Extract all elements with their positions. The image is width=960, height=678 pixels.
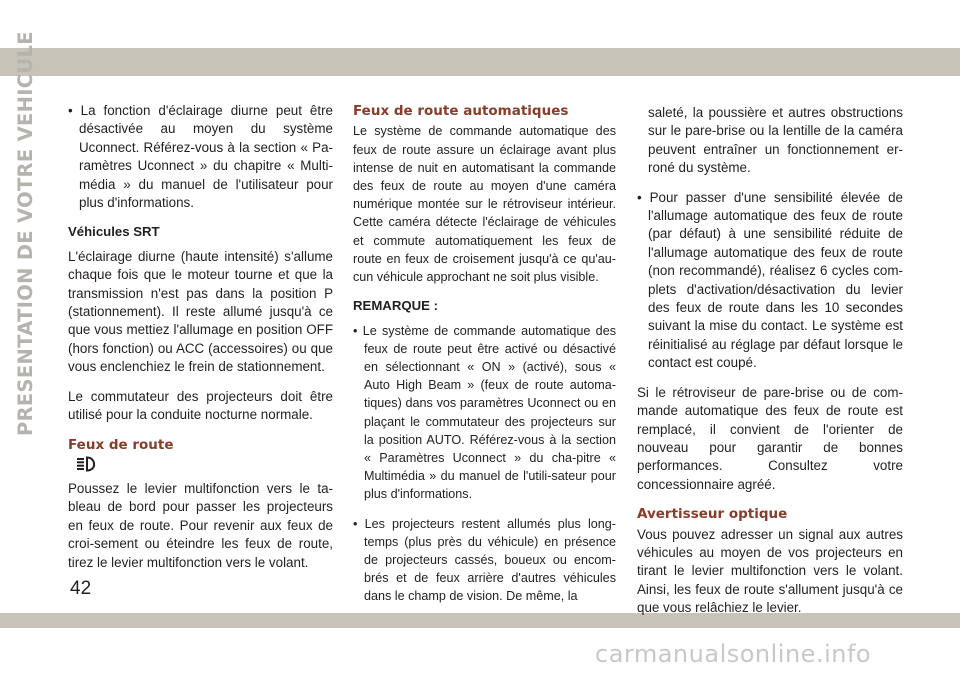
flash-to-pass-paragraph: Vous pouvez adresser un signal aux autres véhicules au moyen de vos projecteurs en tirant le levier multifonction vers le volant. Ainsi, les feux de route s'allument jusqu'à ce que vous relâchiez le levier.: [637, 526, 903, 616]
continuation-paragraph: saleté, la poussière et autres obstructions sur le pare-brise ou la lentille de la caméra peuvent entraîner un fonctionnement er-roné du système.: [648, 105, 903, 176]
srt-paragraph: L'éclairage diurne (haute intensité) s'allume chaque fois que le moteur tourne et que la transmission n'est pas dans la position P (stationnement). Il reste allumé jusqu'à ce que vous mettiez l'allumage en position OFF (hors fonction) ou ACC (accessoires) ou que vous enclenchiez le frein de stationnement.: [68, 248, 333, 375]
sensitivity-bullet: • Pour passer d'une sensibilité élevée de l'allumage automatique des feux de route (par défaut) à une sensibilité réduite de l'allumage automatique des feux de route (non recommandé), réalisez 6 cycles com-plets d'activation/désactivation du levier des feux de route dans les 10 secondes suivant la mise du contact. Le système est réinitialisé au réglage par défaut lorsque le contact est coupé.: [637, 189, 903, 371]
projector-paragraph: Le commutateur des projecteurs doit être utilisé pour la conduite nocturne normale.: [68, 388, 333, 423]
watermark: carmanualsonline.info: [595, 640, 872, 668]
auto-high-beam-heading: Feux de route automatiques: [353, 103, 569, 119]
high-beam-heading: Feux de route: [68, 436, 174, 453]
column-middle: [353, 102, 616, 617]
mirror-replacement-paragraph: Si le rétroviseur de pare-brise ou de com-mande automatique des feux de route est remplacé, il convient de l'orienter de nouveau pour garantir de bonnes performances. Consultez votre concessionnaire agréé.: [637, 384, 903, 492]
auto-high-beam-paragraph: Le système de commande automatique des feux de route assure un éclairage avant plus intense de nuit en automatisant la commande des feux de route au moyen d'une caméra numérique montée sur le rétroviseur intérieur. Cette caméra détecte l'éclairage de véhicules et commute automatiquement les feux de route en feux de croisement jusqu'à ce qu'au-cun véhicule approchant ne soit plus visible.: [353, 124, 616, 285]
drl-bullet: • La fonction d'éclairage diurne peut être désactivée au moyen du système Uconnect. Référez-vous à la section « Pa-ramètres Uconnect » du chapitre « Multi-média » du manuel de l'utilisateur pour plus d'informations.: [68, 103, 333, 211]
srt-heading: Véhicules SRT: [68, 224, 160, 240]
high-beam-icon: [76, 456, 98, 472]
remarque-heading: REMARQUE :: [353, 298, 438, 314]
remarque-bullet-1: • Le système de commande automatique des feux de route peut être activé ou désactivé en sélectionnant « ON » (activé), sous « Auto High Beam » (feux de route automa-tiques) dans vos paramètres Uconnect ou en plaçant le commutateur des projecteurs sur la position AUTO. Référez-vous à la section « Paramètres Uconnect » du cha-pitre « Multimédia » du manuel de l'utili-sateur pour plus d'informations.: [353, 323, 616, 502]
sidebar-chapter-title: PRESENTATION DE VOTRE VEHICULE: [14, 31, 37, 436]
top-band: [0, 48, 960, 76]
flash-to-pass-heading: Avertisseur optique: [637, 506, 788, 523]
column-right: [637, 104, 903, 629]
remarque-bullet-2: • Les projecteurs restent allumés plus long-temps (plus près du véhicule) en présence de projecteurs cassés, boueux ou encom-brés et de feux arrière d'autres véhicules dans le champ de vision. De même, la: [353, 516, 616, 604]
high-beam-paragraph: Poussez le levier multifonction vers le ta-bleau de bord pour passer les projecteurs en feux de route. Pour revenir aux feux de croi-sement ou éteindre les feux de route, tirez le levier multifonction vers le volant.: [68, 480, 333, 570]
page-number: 42: [70, 578, 92, 599]
column-left: [68, 102, 333, 583]
